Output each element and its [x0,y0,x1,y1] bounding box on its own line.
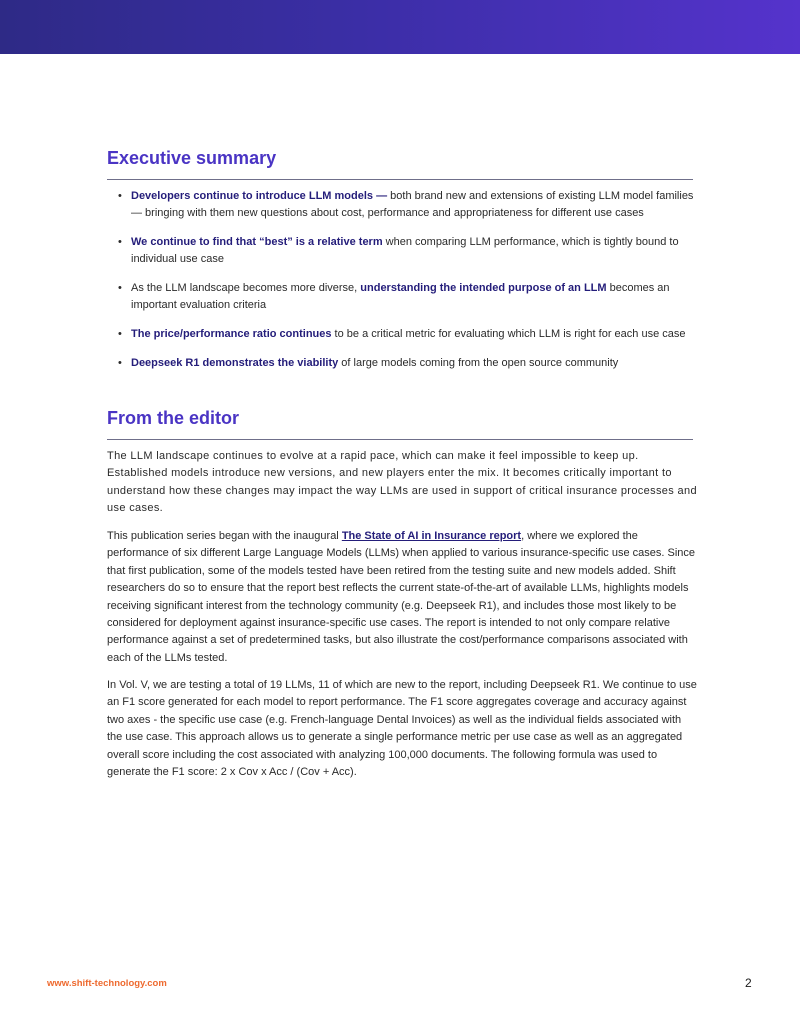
bullet-icon: • [118,328,122,340]
header-band [0,0,800,54]
bullet-lead: Developers continue to introduce LLM models — [131,190,388,202]
list-item [107,188,697,222]
bullet-icon: • [118,282,122,294]
bullet-emphasis: understanding the intended purpose of an LLM [360,282,607,294]
list-item [107,234,697,268]
bullet-text: becomes an important evaluation criteria [131,282,670,311]
editor-paragraph-1: The LLM landscape continues to evolve at a rapid pace, which can make it feel impossible to keep up. Established models introduce new versions, and new players enter the mix. It becomes critically important to understand how these changes may impact the way LLMs are used in support of critical insurance processes and use cases. [107,450,697,515]
section-divider [107,179,693,180]
executive-summary-heading: Executive summary [107,148,277,168]
bullet-text: when comparing LLM performance, which is tightly bound to individual use case [131,236,679,265]
bullet-lead: We continue to find that “best” is a relative term [131,236,383,248]
bullet-icon: • [118,236,122,248]
footer-website-link[interactable]: www.shift-technology.com [47,978,167,989]
state-of-ai-report-link[interactable]: The State of AI in Insurance report [341,530,522,542]
paragraph-text: This publication series began with the inaugural [107,530,342,542]
bullet-text: to be a critical metric for evaluating which LLM is right for each use case [331,328,686,340]
bullet-text: both brand new and extensions of existing LLM model families — bringing with them new questions about cost, performance and appropriateness for different use cases [131,190,694,219]
editor-paragraph-2 [107,528,697,667]
executive-summary-list [107,188,697,384]
from-the-editor-heading: From the editor [107,408,240,428]
bullet-lead: Deepseek R1 demonstrates the viability [131,357,339,369]
paragraph-text: , where we explored the performance of six different Large Language Models (LLMs) when applied to various insurance-specific use cases. Since that first publication, some of the models tested have been retired from the testing suite and new models added. Shift researchers do so to ensure that the report best reflects the current state-of-the-art of available LLMs, highlights models receiving significant interest from the technology community (e.g. Deepseek R1), and includes those most likely to be considered for deployment against insurance-specific use cases. The report is intended to not only compare relative performance against a set of predetermined tasks, but also illustrate the cost/performance comparisons associated with each of the LLMs tested. [107,530,696,664]
bullet-text: of large models coming from the open source community [338,357,619,369]
bullet-text: As the LLM landscape becomes more diverse, [131,282,361,294]
editor-paragraph-3: In Vol. V, we are testing a total of 19 LLMs, 11 of which are new to the report, including Deepseek R1. We continue to use an F1 score generated for each model to report performance. The F1 score aggregates coverage and accuracy against two axes - the specific use case (e.g. French-language Dental Invoices) as well as the individual fields associated with the use case. This approach allows us to generate a single performance metric per use case as well as an aggregated overall score including the cost associated with analyzing 100,000 documents. The following formula was used to generate the F1 score: 2 x Cov x Acc / (Cov + Acc). [107,679,697,779]
page-number: 2 [745,976,752,990]
section-divider [107,439,693,440]
list-item [107,355,697,372]
bullet-lead: The price/performance ratio continues [131,328,332,340]
bullet-icon: • [118,190,122,202]
bullet-icon: • [118,357,122,369]
list-item [107,280,697,314]
list-item [107,326,697,343]
